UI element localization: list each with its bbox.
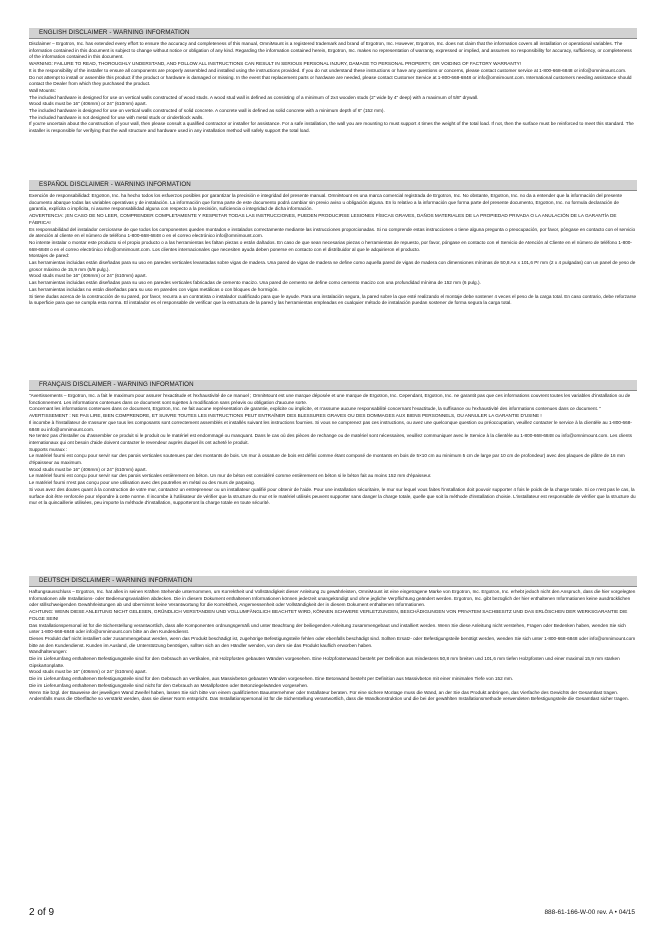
paragraph: The included hardware is designed for use on vertical walls constructed of solid concrete. A concrete wall is defined as solid concrete with a minimum depth of 6" (152 mm). xyxy=(29,108,385,114)
paragraph: Wood studs must be 16" (406mm) or 24" (610mm) apart. xyxy=(29,101,147,107)
paragraph: Do not attempt to install or assemble this product if the product or hardware is damaged or missing. In the event that replacement parts or hardware are needed, please contact Customer Service at 1-800-668-6848 or info@omnimount.com. International customers needing assistance should contact the Dealer from which they purchased the product. xyxy=(29,74,632,87)
paragraph: Il incombe à l'installateur de s'assurer que tous les composants sont correctement assemblés et installés suivant les instructions fournies. Si vous ne comprenez pas ces instructions, ou avez une quelconque question ou préoccupation, veuillez contacter le service à la clientèle au 1-800-668-6848 ou info@omnimount.com. xyxy=(29,419,632,432)
paragraph: Montajes de pared: xyxy=(29,253,70,259)
section-deutsch xyxy=(29,576,637,703)
paragraph: Wenn Sie bzgl. der Bauweise der jeweiligen Wand Zweifel haben, lassen Sie sich bitte von einem qualifizierten Bauunternehmer oder Installateur beraten. Für eine sichere Montage muss die Wand, an der Sie das Produkt anbringen, das Vierfache des Gewichts der Gesamtlast tragen. Andernfalls muss die Oberfläche so verstärkt werden, dass sie dieser Norm entspricht. Das Installationspersonal ist für die Sicherstellung verantwortlich, dass die Wandkonstruktion und die bei der gewählten Installationsmethode verwendeten Befestigungsteile die Gesamtlast sicher tragen. xyxy=(29,689,629,702)
section-english xyxy=(29,28,637,135)
paragraph: Si vous avez des doutes quant à la construction de votre mur, contactez un entrepreneur ou un installateur qualifié pour obtenir de l'aide. Pour une installation sécuritaire, le mur sur lequel vous faites l'installation doit pouvoir supporter 4 fois le poids de la charge totale. Si ce n'est pas le cas, la surface doit être renforcée pour répondre à cette norme. Il incombe à l'utilisateur de vérifier que la structure du mur et le matériel utilisés peuvent supporter sans danger la charge totale, quelle que soit la méthode d'installation choisie. L'installateur est responsable de vérifier que la structure du mur et la quincaillerie utilisées, peu importe la méthode d'installation, supporteront la charge totale en toute sécurité. xyxy=(29,486,636,506)
section-heading: ENGLISH DISCLAIMER - WARNING INFORMATION xyxy=(29,28,637,39)
section-body xyxy=(29,587,637,703)
paragraph: Die im Lieferumfang enthaltenen Befestigungsteile sind für den Gebrauch an vertikalen, aus Massivbeton gebauten Wänden vorgesehen. Eine Betonwand besteht per Definition aus Massivbeton mit einer minimalen Tiefe von 152 mm. xyxy=(29,676,514,682)
paragraph: Dieses Produkt darf nicht installiert oder zusammengebaut werden, wenn das Produkt beschädigt ist, zugehörige Befestigungsteile fehlen oder ebenfalls beschädigt sind. Sollten Ersatz- oder Befestigungsteile benötigt werden, wenden Sie sich unter 1-800-668-6848 oder info@omnimount.com bitte an den Kundendienst. Kunden im Ausland, die Unterstützung benötigen, sollten sich an den Händler wenden, von dem sie das Produkt kauflich erworben haben. xyxy=(29,635,636,648)
paragraph: Wood studs must be 16" (406mm) or 24" (610mm) apart. xyxy=(29,466,147,472)
paragraph: The included hardware is designed for use on vertical walls constructed of wood studs. A wood stud wall is defined as consisting of a minimum of 2x4 wooden studs (2" wide by 4" deep) with a maximum of 5/8" drywall. xyxy=(29,94,479,100)
paragraph: Ne tentez pas d'installer ou d'assembler ce produit si le produit ou le matériel est endommagé ou manquant. Dans le cas où des pièces de rechange ou de matériel sont nécessaires, veuillez communiquer avec le Service à la clientèle au 1-800-668-6848 ou info@omnimount.com. Les clients internationaux qui ont besoin d'aide doivent contacter le revendeur auprès duquel ils ont acheté le produit. xyxy=(29,433,632,445)
section-heading: ESPAÑOL DISCLAIMER - WARNING INFORMATION xyxy=(29,180,637,191)
paragraph: Die im Lieferumfang enthaltenen Befestigungsteile sind nicht für den Gebrauch an Metallpfosten oder Betonziegelwänden vorgesehen. xyxy=(29,682,309,688)
document-id: 888-61-166-W-00 rev. A • 04/15 xyxy=(544,909,635,916)
section-heading: DEUTSCH DISCLAIMER - WARNING INFORMATION xyxy=(29,576,637,587)
paragraph: ADVERTENCIA: ¡EN CASO DE NO LEER, COMPRENDER COMPLETAMENTE Y RESPETAR TODAS LAS INSTRUCCIONES, PUEDEN PRODUCIRSE LESIONES FÍSICAS GRAVES, DAÑOS MATERIALES DE LA PROPIEDAD PRIVADA O LA ANULACIÓN DE LA GARANTÍA DE FÁBRICA! xyxy=(29,213,617,225)
paragraph: Le matériel fourni n'est pas conçu pour une utilisation avec des poutrelles en métal ou des murs de parpaing. xyxy=(29,480,256,486)
paragraph: WARNING: FAILURE TO READ, THOROUGHLY UNDERSTAND, AND FOLLOW ALL INSTRUCTIONS CAN RESULT IN SERIOUS PERSONAL INJURY, DAMAGE TO PERSONAL PROPERTY, OR VOIDING OF FACTORY WARRANTY! xyxy=(29,61,522,67)
paragraph: Las herramientas incluidas están diseñadas para su uso en paredes verticales fabricadas de cemento macizo. Una pared de cemento se define como cemento macizo con una profundidad mínima de 152 mm (6 pulg.). xyxy=(29,280,481,286)
paragraph: Si tiene dudas acerca de la construcción de su pared, por favor, recurra a un contratista o instalador cualificado para que le ayude. Para una instalación segura, la pared sobre la que esté realizando el montaje debe sostener 4 veces el peso de la carga total. En caso contrario, debe reforzarse la superficie para que se cumpla esta norma. El instalador es el responsable de verificar que la estructura de la pared y las herramientas empleadas en cualquier método de instalación puedan sostener de forma segura la carga total. xyxy=(29,293,637,306)
paragraph: AVERTISSEMENT : NE PAS LIRE, BIEN COMPRENDRE, ET SUIVRE TOUTES LES INSTRUCTIONS PEUT ENTRAÎNER DES BLESSURES GRAVES OU DES DOMMAGES AUX BIENS PERSONNELS, OU ANNULER LA GARANTIE D'USINE ! xyxy=(29,413,542,419)
paragraph: It is the responsibility of the installer to ensure all components are properly assembled and installed using the instructions provided. If you do not understand these instructions or have any questions or concerns, please contact customer service at 1-800-668-6848 or info@omnimount.com. xyxy=(29,67,627,73)
paragraph: Le matériel fourni est conçu pour servir sur des parois verticales entièrement en béton. Un mur de béton est considéré comme entièrement en béton si le béton fait au moins 152 mm d'épaisseur. xyxy=(29,473,432,479)
paragraph: Supports muraux : xyxy=(29,446,68,452)
page-number: 2 of 9 xyxy=(29,907,55,918)
paragraph: "Avertissements – Ergotron, Inc. a fait le maximum pour assurer l'exactitude et l'exhaustivité de ce manuel ; OmniMount est une marque déposée et une marque de Ergotron, Inc. Cependant, Ergotron, Inc. ne garantit pas que ces informations couvrent toutes les variables d'installation ou de fonctionnement. Les informations contenues dans ce document sont sujettes à modification sans préavis ou obligation d'aucune sorte. xyxy=(29,393,631,405)
section-espanol xyxy=(29,180,637,307)
paragraph: No intente instalar o montar este producto si el propio producto o a las herramientas les faltan piezas o están dañados. En caso de que sean necesarias piezas o herramientas de repuesto, por favor, póngase en contacto con el Servicio de Atención al Cliente en el número de teléfono 1-800-668-6848 o en el correo electrónico info@omnimount.com. Los clientes internacionales que necesiten ayuda deben ponerse en contacto con el distribuidor al que le adquirieron el producto. xyxy=(29,239,632,252)
paragraph: Exención de responsabilidad: Ergotron, Inc. ha hecho todos los esfuerzos posibles por garantizar la precisión e integridad del presente manual. OmniMount es una marca comercial registrada de Ergotron, Inc. No obstante, Ergotron, Inc. no da a entender que la información del presente documento abarque todas las variables operativas y de instalación. La información que forma parte de este documento podrá cambiar sin previo aviso u obligación alguna. En lo relativo a la información que forma parte del presente documento, Ergotron, Inc. no formula declaración de garantía, explícita o implícita, ni asume responsabilidad alguna con respecto a la precisión, suficiencia o integridad de dicha información. xyxy=(29,193,623,212)
section-body xyxy=(29,191,637,307)
section-body xyxy=(29,39,637,135)
paragraph: Haftungsausschluss – Ergotron, Inc. hat alles in seinen Kräften Stehende unternommen, um Korrektheit und Vollständigkeit dieser Anleitung zu gewährleisten, OmniMount ist eine eingetragene Marke von Ergotron, Inc. Ergotron, Inc. erhebt jedoch nicht den Anspruch, dass die hier vorgelegten Informationen alle Installations- oder Bedienungsvariablen abdecken. Die in diesem Dokument enthaltenen Informationen können jederzeit unangekündigt und ohne jegliche Verpflichtung geändert werden. Ergotron, Inc. gibt bezüglich der hier enthaltenen Informationen keine ausdrücklichen oder stillschweigenden Gewährleistungen ab und übernimmt keine Verantwortung für die Korrektheit, Angemessenheit oder Vollständigkeit der in diesem Dokument enthaltenen Informationen. xyxy=(29,589,636,608)
paragraph: The included hardware is not designed for use with metal studs or cinderblock walls. xyxy=(29,114,204,120)
paragraph: Wood studs must be 16" (406mm) or 24" (610mm) apart. xyxy=(29,273,147,279)
paragraph: ACHTUNG: WENN DIESE ANLEITUNG NICHT GELESEN, GRÜNDLICH VERSTANDEN UND VOLLUMFÄNGLICH BEACHTET WIRD, KÖNNEN SCHWERE VERLETZUNGEN, BESCHÄDIGUNGEN VON PRIVATEM SACHBESITZ UND DAS ERLÖSCHEN DER WERKSGARANTIE DIE FOLGE SEIN! xyxy=(29,609,628,621)
section-francais xyxy=(29,380,637,507)
paragraph: Le matériel fourni est conçu pour servir sur des parois verticales soutenues par des montants de bois. Un mur à ossature de bois est défini comme étant composé de montants en bois de 5×10 cm au minimum 5 cm de large par 10 cm de profondeur) avec des plaques de plâtre de 16 mm d'épaisseur au maximum. xyxy=(29,453,625,466)
paragraph: Wall Mounts: xyxy=(29,87,56,93)
paragraph: Es responsabilidad del instalador cerciorarse de que todos los componentes queden montados e instalados correctamente mediante las instrucciones proporcionadas. Si no comprende estas instrucciones o tiene alguna pregunta o preocupación, por favor, póngase en contacto con el servicio de atención al cliente en el número de teléfono 1-800-668-6848 o en el correo electrónico info@omnimount.com. xyxy=(29,226,636,239)
paragraph: Las herramientas incluidas están diseñadas para su uso en paredes verticales levantadas sobre vigas de madera. Una pared de vigas de madera se define como aquella pared de vigas de madera con dimensiones mínimas de 50,8 An x 101,6 Pr mm (2 x 4 pulgadas) con un panel de yeso de grosor máximo de 15,9 mm (5/8 pulg.). xyxy=(29,260,636,272)
section-body xyxy=(29,391,637,507)
paragraph: Concernant les informations contenues dans ce document, Ergotron, Inc. ne fait aucune représentation de garantie, explicite ou implicite, et n'assume aucune responsabilité concernant l'exactitude, la suffisance ou l'exhaustivité des informations contenues dans ce document. " xyxy=(29,406,602,412)
paragraph: Las herramientas incluidas no están diseñadas para su uso en paredes con vigas metálicas o con bloques de hormigón. xyxy=(29,286,279,292)
paragraph: Die im Lieferumfang enthaltenen Befestigungsteile sind für den Gebrauch an vertikalen, mit Holzpfosten gebauten Wänden vorgesehen. Eine Holzpfostenwand besteht per Definition aus mindestens 50,8 mm breiten und 101,6 mm tiefen Holzpfosten und einer maximal 15,9 mm starken Gipskartonplatte. xyxy=(29,656,620,668)
paragraph: Wood studs must be 16" (406mm) or 24" (610mm) apart. xyxy=(29,669,147,675)
paragraph: Disclaimer – Ergotron, Inc. has extended every effort to ensure the accuracy and completeness of this manual, OmniMount is a registered trademark and brand of Ergotron, Inc. However, Ergotron, Inc. does not claim that the information covers all installation or operational variables. The information contained in this document is subject to change without notice or obligation of any kind. Regarding the information contained herein, Ergotron, Inc. makes no representation of warranty, expressed or implied, and assumes no responsibility for accuracy, sufficiency, or completeness of the information contained in this document. xyxy=(29,41,632,60)
paragraph: Das Installationspersonal ist für die Sicherstellung verantwortlich, dass alle Komponenten ordnungsgemäß und unter Beachtung der beiliegenden Anleitung zusammengebaut und installiert werden. Wenn Sie diese Anleitung nicht verstehen, Fragen oder Bedenken haben, wenden Sie sich unter 1-800-668-6848 oder info@omnimount.com bitte an den Kundendienst. xyxy=(29,622,626,635)
paragraph: Wandhalterungen: xyxy=(29,649,68,655)
paragraph: If you're uncertain about the construction of your wall, then please consult a qualified contractor or installer for assistance. For a safe installation, the wall you are mounting to must support 4 times the weight of the total load. If not, then the surface must be reinforced to meet this standard. The installer is responsible for verifying that the wall structure and hardware used in any installation method will safely support the total load. xyxy=(29,121,634,134)
section-heading: FRANÇAIS DISCLAIMER - WARNING INFORMATION xyxy=(29,380,637,391)
